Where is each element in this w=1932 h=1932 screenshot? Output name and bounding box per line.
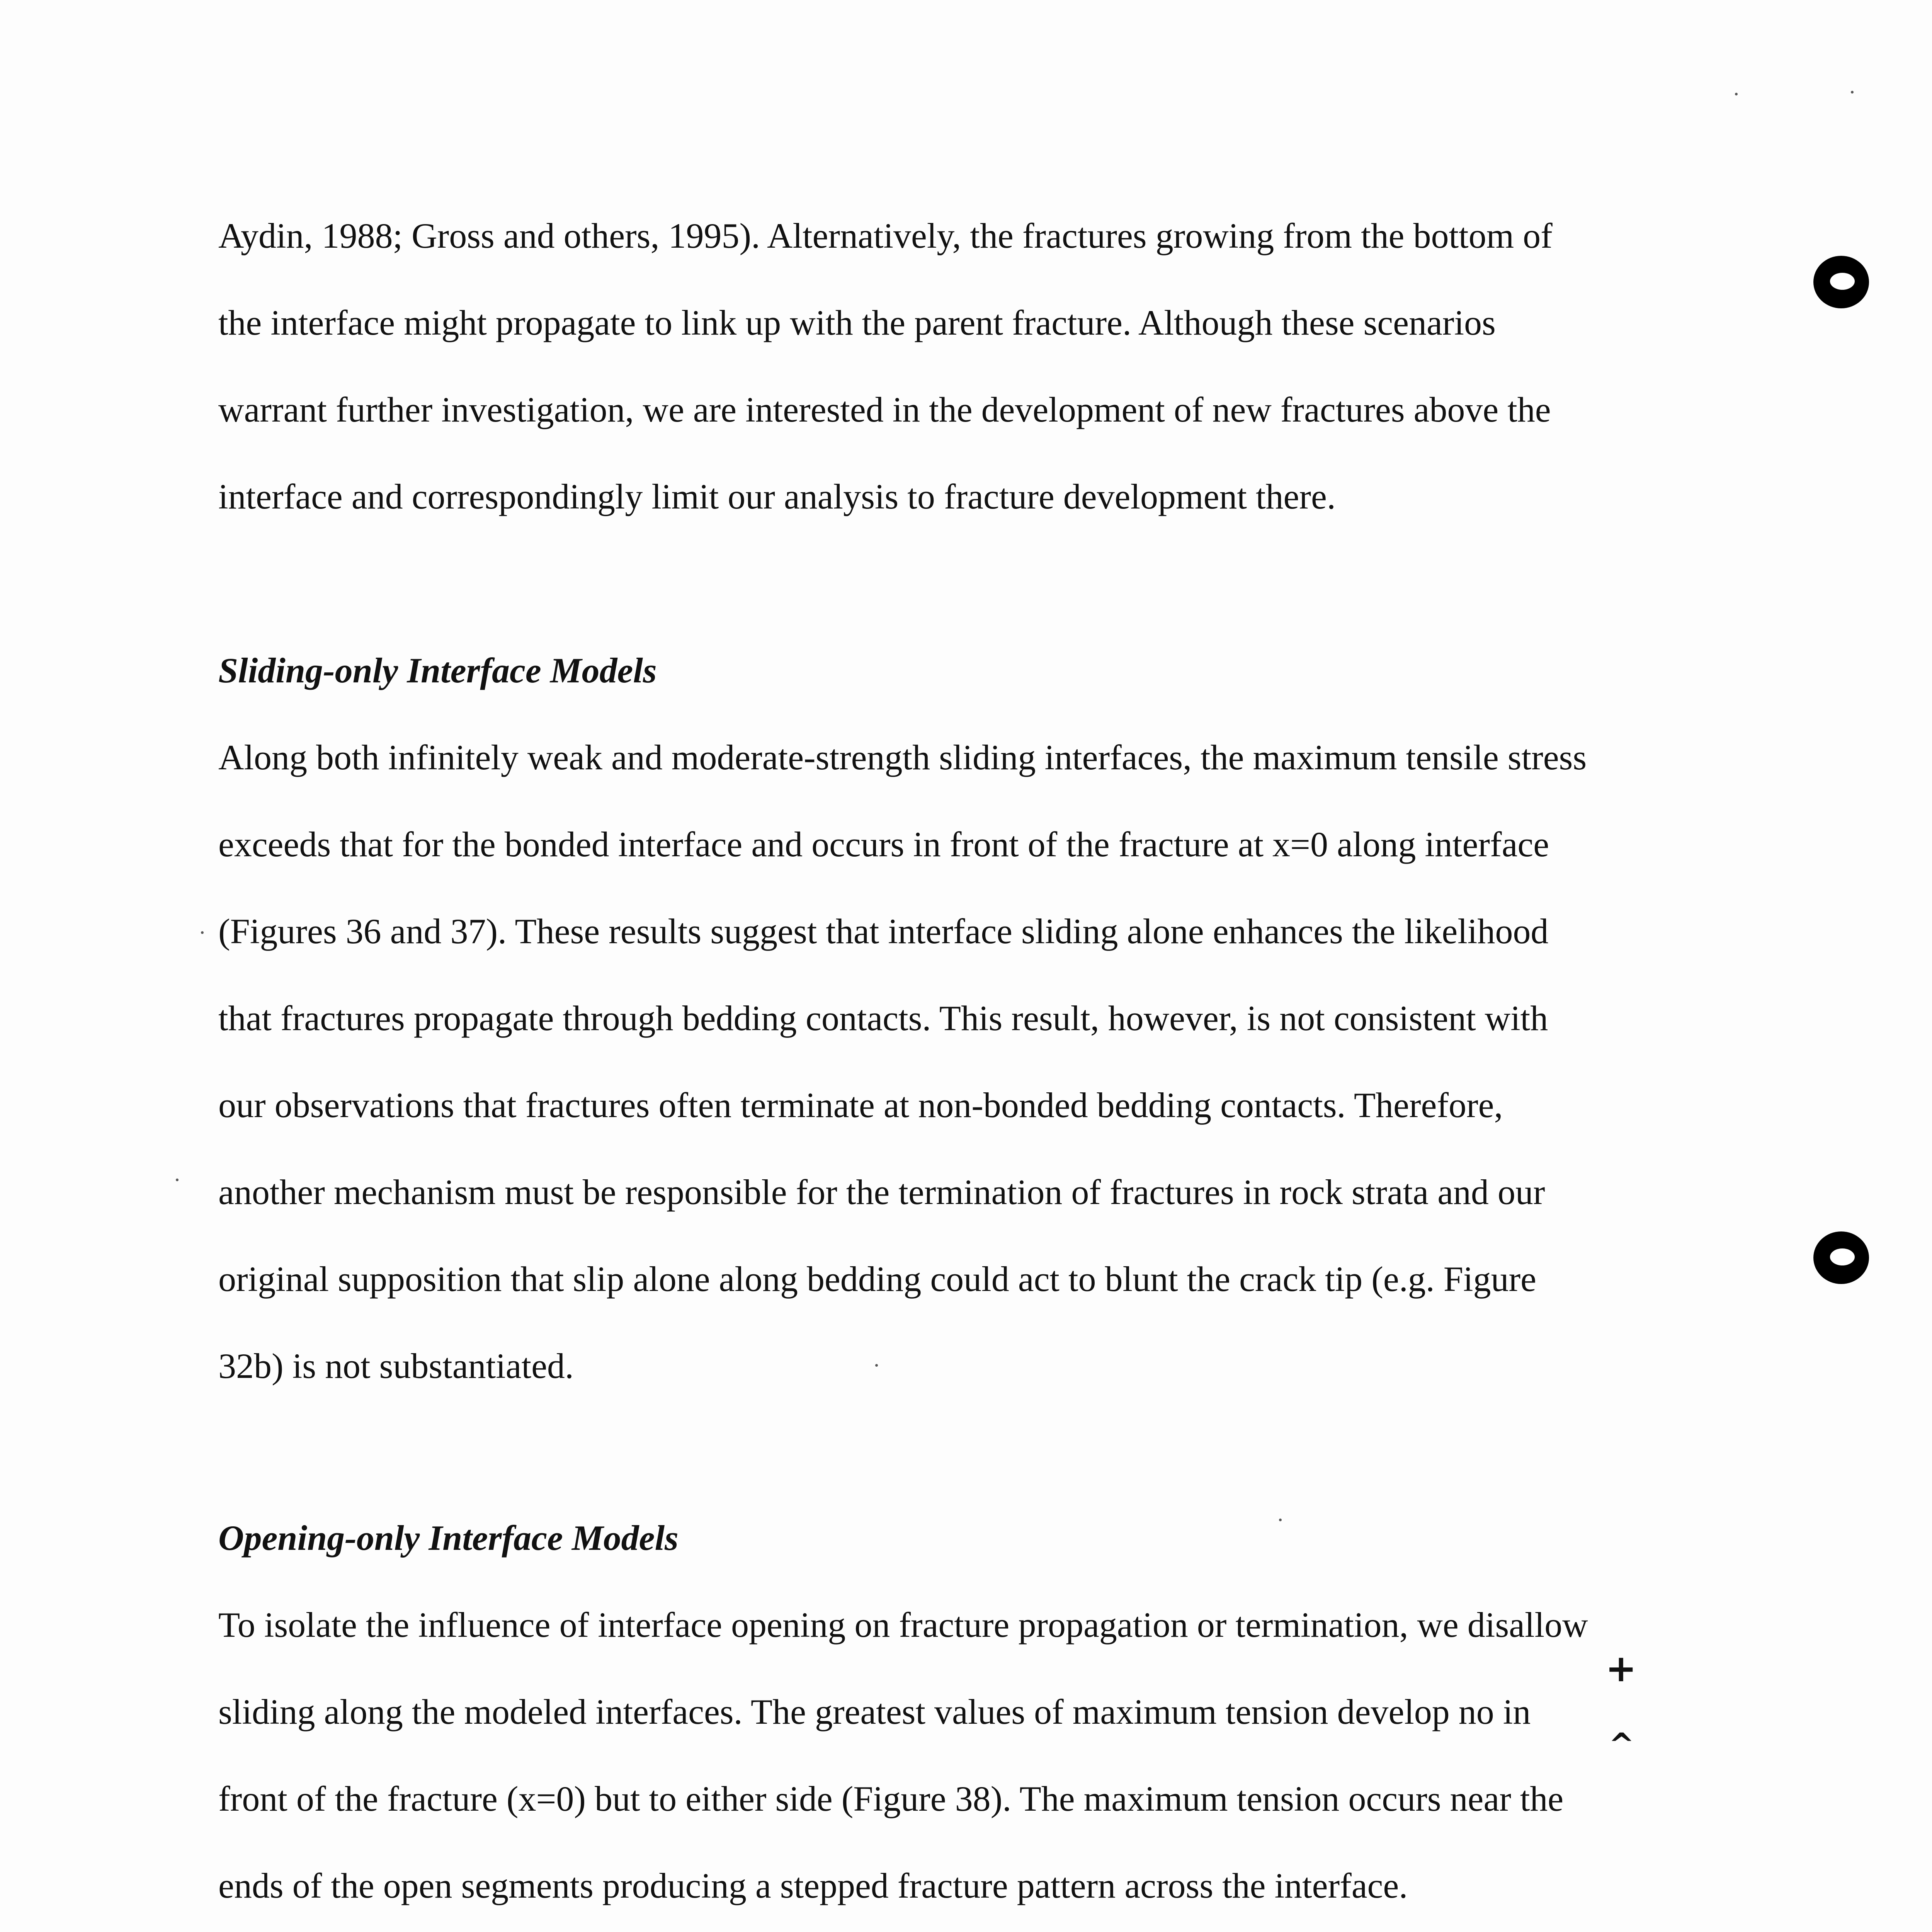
insertion-plus-mark: + xyxy=(1605,1647,1637,1690)
sliding-line-1: Along both infinitely weak and moderate-strength sliding interfaces, the maximum tensile stress xyxy=(218,738,1587,777)
sliding-line-5: our observations that fractures often terminate at non-bonded bedding contacts. Therefore, xyxy=(218,1085,1503,1125)
body-line-4: interface and correspondingly limit our analysis to fracture development there. xyxy=(218,477,1336,516)
opening-line-1: To isolate the influence of interface opening on fracture propagation or termination, we disallow xyxy=(218,1605,1588,1645)
body-line-2: the interface might propagate to link up with the parent fracture. Although these scenarios xyxy=(218,303,1496,342)
opening-line-3: front of the fracture (x=0) but to either side (Figure 38). The maximum tension occurs near the xyxy=(218,1779,1564,1818)
punch-hole-icon xyxy=(1812,253,1870,311)
opening-line-2: sliding along the modeled interfaces. The greatest values of maximum tension develop no in xyxy=(218,1692,1531,1731)
insertion-caret-mark: ^ xyxy=(1609,1726,1635,1762)
sliding-line-6: another mechanism must be responsible for the termination of fractures in rock strata and our xyxy=(218,1172,1545,1212)
sliding-line-2: exceeds that for the bonded interface and occurs in front of the fracture at x=0 along interface xyxy=(218,825,1549,864)
scan-speck xyxy=(176,1179,179,1181)
sliding-line-4: that fractures propagate through bedding contacts. This result, however, is not consistent with xyxy=(218,998,1548,1038)
sliding-line-3: (Figures 36 and 37). These results suggest that interface sliding alone enhances the likelihood xyxy=(218,912,1549,951)
scan-speck xyxy=(1851,91,1854,94)
body-line-3: warrant further investigation, we are interested in the development of new fractures above the xyxy=(218,390,1551,429)
scan-speck xyxy=(1735,93,1738,95)
scan-speck xyxy=(201,931,204,934)
punch-hole-icon xyxy=(1812,1229,1870,1287)
section-heading-opening: Opening-only Interface Models xyxy=(218,1518,679,1558)
opening-line-4: ends of the open segments producing a stepped fracture pattern across the interface. xyxy=(218,1866,1408,1905)
sliding-line-7: original supposition that slip alone along bedding could act to blunt the crack tip (e.g. Figure xyxy=(218,1259,1536,1299)
scan-speck xyxy=(875,1364,878,1367)
sliding-line-8: 32b) is not substantiated. xyxy=(218,1346,574,1386)
body-line-1: Aydin, 1988; Gross and others, 1995). Alternatively, the fractures growing from the bottom of xyxy=(218,216,1553,255)
scan-speck xyxy=(1279,1519,1282,1521)
section-heading-sliding: Sliding-only Interface Models xyxy=(218,651,657,690)
